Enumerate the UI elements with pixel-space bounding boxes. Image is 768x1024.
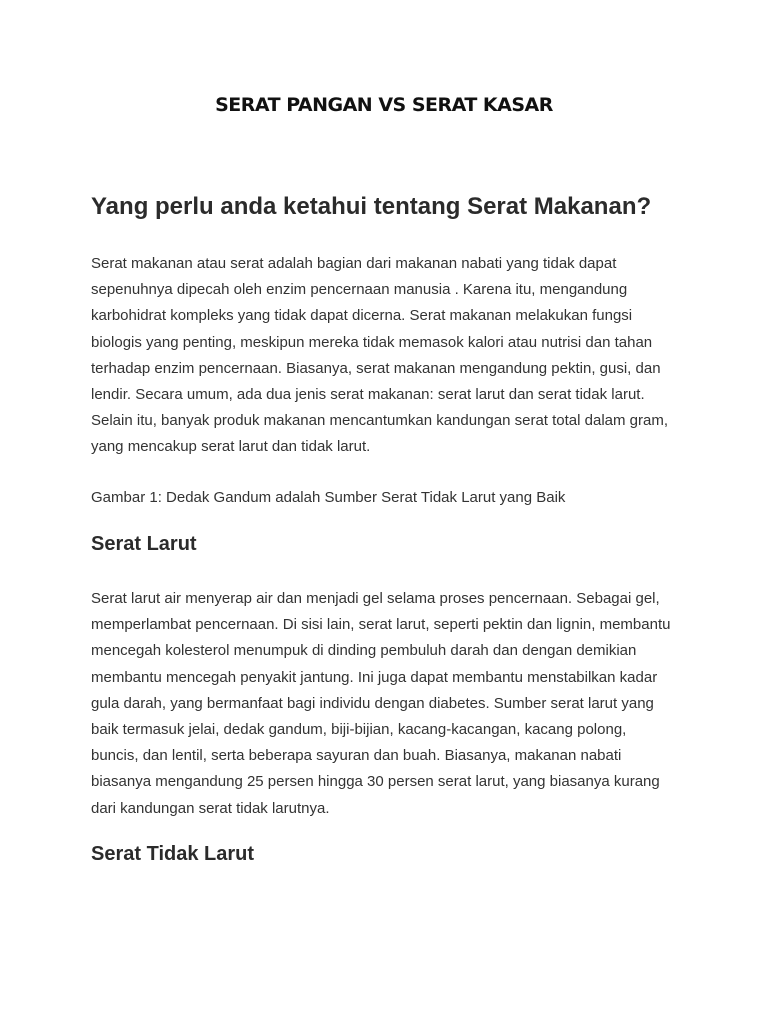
paragraph-line: memperlambat pencernaan. Di sisi lain, serat larut, seperti pektin dan lignin, membantu — [91, 616, 671, 634]
paragraph-serat-larut — [91, 586, 691, 822]
paragraph-line: buncis, dan lentil, serta beberapa sayuran dan buah. Biasanya, makanan nabati — [91, 747, 622, 765]
paragraph-line: lendir. Secara umum, ada dua jenis serat makanan: serat larut dan serat tidak larut. — [91, 386, 645, 404]
document-title: SERAT PANGAN VS SERAT KASAR — [215, 94, 553, 116]
paragraph-line: membantu mencegah penyakit jantung. Ini juga dapat membantu menstabilkan kadar — [91, 668, 658, 686]
paragraph-line: gula darah, yang bermanfaat bagi individu dengan diabetes. Sumber serat larut yang — [91, 694, 654, 712]
section-heading-serat-larut: Serat Larut — [91, 533, 197, 555]
paragraph-line: Serat larut air menyerap air dan menjadi gel selama proses pencernaan. Sebagai gel, — [91, 590, 660, 607]
paragraph-line: biasanya mengandung 25 persen hingga 30 persen serat larut, yang biasanya kurang — [91, 773, 660, 791]
paragraph-line: baik termasuk jelai, dedak gandum, biji-bijian, kacang-kacangan, kacang polong, — [91, 721, 627, 739]
section-heading-serat-makanan: Yang perlu anda ketahui tentang Serat Makanan? — [91, 193, 652, 220]
paragraph-serat-makanan — [91, 251, 691, 461]
paragraph-line: yang mencakup serat larut dan tidak larut. — [91, 438, 371, 456]
section-heading-serat-tidak-larut: Serat Tidak Larut — [91, 843, 255, 865]
paragraph-line: terhadap enzim pencernaan. Biasanya, serat makanan mengandung pektin, gusi, dan — [91, 359, 661, 377]
paragraph-line: dari kandungan serat tidak larutnya. — [91, 799, 330, 817]
paragraph-line: Selain itu, banyak produk makanan mencantumkan kandungan serat total dalam gram, — [91, 412, 669, 430]
paragraph-line: karbohidrat kompleks yang tidak dapat dicerna. Serat makanan melakukan fungsi — [91, 307, 633, 325]
paragraph-line: biologis yang penting, meskipun mereka tidak memasok kalori atau nutrisi dan tahan — [91, 333, 653, 351]
paragraph-line: Serat makanan atau serat adalah bagian dari makanan nabati yang tidak dapat — [91, 255, 617, 272]
figure-caption: Gambar 1: Dedak Gandum adalah Sumber Serat Tidak Larut yang Baik — [91, 489, 566, 506]
paragraph-line: mencegah kolesterol menumpuk di dinding pembuluh darah dan dengan demikian — [91, 642, 637, 660]
paragraph-line: sepenuhnya dipecah oleh enzim pencernaan manusia . Karena itu, mengandung — [91, 281, 628, 299]
